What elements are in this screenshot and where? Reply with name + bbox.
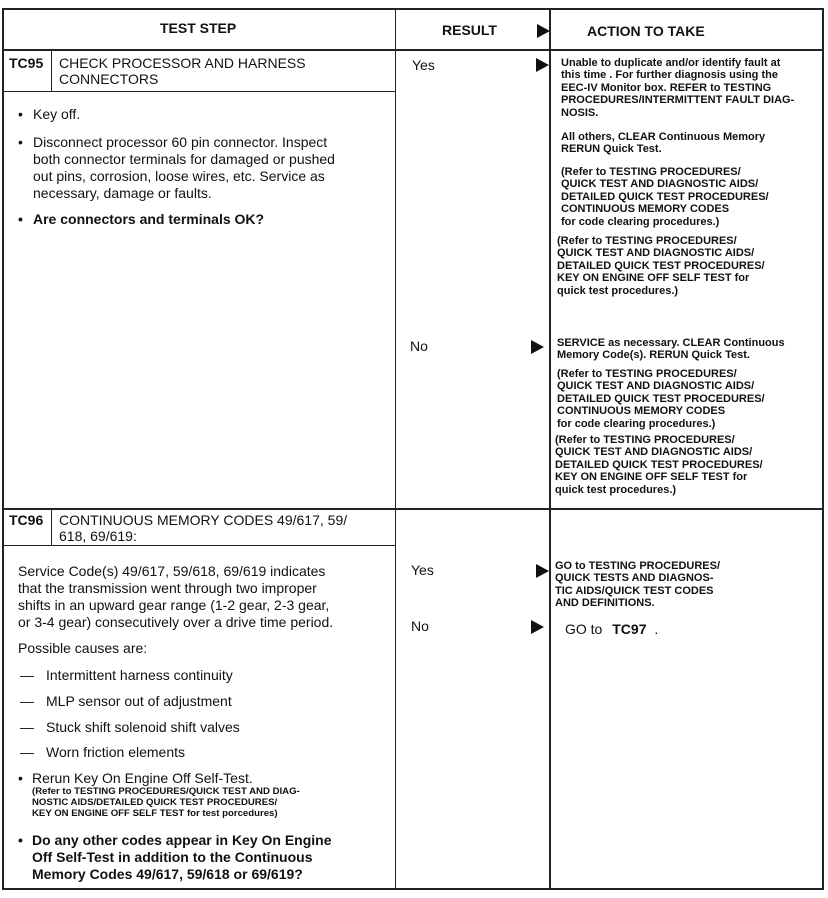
text-line: TIC AIDS/QUICK TEST CODES — [555, 584, 714, 597]
tc96-code-box-divider — [51, 509, 52, 545]
tc95-step2-line2: both connector terminals for damaged or pushed — [33, 151, 335, 167]
text-line: QUICK TEST AND DIAGNOSTIC AIDS/ — [555, 446, 753, 459]
cause-item: MLP sensor out of adjustment — [46, 693, 232, 709]
row-divider-tc96 — [2, 508, 824, 510]
text-line: Memory Code(s). RERUN Quick Test. — [557, 349, 750, 362]
text-line: Memory Codes 49/617, 59/618 or 69/619? — [32, 866, 303, 882]
tc96-action-yes — [555, 560, 720, 610]
cause-item: Worn friction elements — [46, 744, 186, 760]
text-line: DETAILED QUICK TEST PROCEDURES/ — [557, 392, 765, 405]
text-line: CONTINUOUS MEMORY CODES — [557, 405, 726, 418]
tc96-title-line1: CONTINUOUS MEMORY CODES 49/617, 59/ — [59, 512, 348, 528]
text-line: for code clearing procedures.) — [561, 215, 720, 228]
column-divider-left — [395, 8, 396, 888]
text-line: KEY ON ENGINE OFF SELF TEST for test porcedures) — [32, 808, 278, 819]
header-action: ACTION TO TAKE — [587, 23, 705, 39]
text-line: QUICK TEST AND DIAGNOSTIC AIDS/ — [557, 247, 755, 260]
text-line: (Refer to TESTING PROCEDURES/ — [557, 235, 737, 247]
header-result: RESULT — [442, 22, 497, 38]
cause-dash: — — [20, 744, 34, 760]
cause-dash: — — [20, 693, 34, 709]
tc95-result-no: No — [410, 338, 428, 354]
action-target-tc97: TC97 — [612, 621, 647, 637]
text-line: shifts in an upward gear range (1-2 gear, 2-3 gear, — [18, 597, 330, 613]
tc95-no-arrow-icon — [531, 340, 544, 354]
row-divider-tc95-title — [2, 91, 396, 92]
tc96-result-no: No — [411, 618, 429, 634]
tc96-rerun: Rerun Key On Engine Off Self-Test. — [32, 770, 253, 786]
header-test-step: TEST STEP — [160, 20, 237, 36]
text-line: KEY ON ENGINE OFF SELF TEST for — [557, 272, 750, 285]
tc95-action-yes-2 — [561, 131, 765, 156]
row-divider-tc96-title — [2, 545, 396, 546]
tc95-bullet-1: • — [18, 106, 23, 122]
text-line: quick test procedures.) — [557, 284, 679, 297]
tc95-action-no-3 — [555, 434, 763, 496]
tc95-code: TC95 — [9, 55, 44, 71]
text-line: (Refer to TESTING PROCEDURES/ — [561, 166, 741, 178]
tc95-action-yes-4 — [557, 235, 765, 297]
tc95-bullet-3: • — [18, 211, 23, 227]
action-period: . — [654, 621, 659, 637]
tc96-action-no — [565, 621, 658, 637]
text-line: (Refer to TESTING PROCEDURES/ — [557, 368, 737, 380]
tc95-title-line1: CHECK PROCESSOR AND HARNESS — [59, 55, 306, 71]
text-line: EEC-IV Monitor box. REFER to TESTING — [561, 81, 772, 94]
text-line: Unable to duplicate and/or identify fault at — [561, 57, 781, 69]
text-line: quick test procedures.) — [555, 483, 677, 496]
tc95-title-line2: CONNECTORS — [59, 71, 159, 87]
text-line: GO to TESTING PROCEDURES/ — [555, 560, 721, 572]
text-line: QUICK TEST AND DIAGNOSTIC AIDS/ — [561, 178, 759, 191]
table-border-bottom — [2, 888, 824, 890]
action-go-to: GO to — [565, 621, 603, 637]
text-line: SERVICE as necessary. CLEAR Continuous — [557, 337, 785, 349]
text-line: DETAILED QUICK TEST PROCEDURES/ — [561, 190, 769, 203]
text-line: PROCEDURES/INTERMITTENT FAULT DIAG- — [561, 94, 795, 107]
table-border-left — [2, 8, 4, 890]
tc95-step2-line4: necessary, damage or faults. — [33, 185, 212, 201]
text-line: Off Self-Test in addition to the Continuous — [32, 849, 313, 865]
tc96-question — [32, 832, 332, 883]
tc96-bullet-rerun: • — [18, 770, 23, 786]
tc95-action-yes-3 — [561, 166, 769, 228]
tc95-yes-arrow-icon — [536, 58, 549, 72]
tc96-code: TC96 — [9, 512, 44, 528]
tc95-action-no-2 — [557, 368, 765, 430]
tc95-question: Are connectors and terminals OK? — [33, 211, 265, 227]
tc96-rerun-note — [32, 786, 300, 819]
tc96-causes-label: Possible causes are: — [18, 640, 148, 656]
text-line: (Refer to TESTING PROCEDURES/ — [555, 434, 735, 446]
header-arrow-icon — [537, 24, 550, 38]
text-line: DETAILED QUICK TEST PROCEDURES/ — [557, 259, 765, 272]
tc96-intro — [18, 563, 333, 631]
table-border-right — [822, 8, 824, 890]
text-line: DETAILED QUICK TEST PROCEDURES/ — [555, 458, 763, 471]
text-line: QUICK TEST AND DIAGNOSTIC AIDS/ — [557, 380, 755, 393]
table-border-top — [2, 8, 824, 10]
text-line: (Refer to TESTING PROCEDURES/QUICK TEST AND DIAG- — [32, 786, 300, 797]
cause-item: Intermittent harness continuity — [46, 667, 233, 683]
tc96-bullet-question: • — [18, 832, 23, 848]
text-line: RERUN Quick Test. — [561, 143, 662, 156]
cause-dash: — — [20, 667, 34, 683]
cause-item: Stuck shift solenoid shift valves — [46, 719, 240, 735]
text-line: Service Code(s) 49/617, 59/618, 69/619 indicates — [18, 563, 326, 579]
cause-dash: — — [20, 719, 34, 735]
tc96-yes-arrow-icon — [536, 564, 549, 578]
tc95-step2-line1: Disconnect processor 60 pin connector. Inspect — [33, 134, 328, 150]
text-line: NOSTIC AIDS/DETAILED QUICK TEST PROCEDURES/ — [32, 797, 278, 808]
column-divider-right — [549, 8, 551, 888]
tc96-title-line2: 618, 69/619: — [59, 528, 137, 544]
text-line: for code clearing procedures.) — [557, 417, 716, 430]
tc96-result-yes: Yes — [411, 562, 434, 578]
text-line: QUICK TESTS AND DIAGNOS- — [555, 572, 714, 585]
text-line: Do any other codes appear in Key On Engine — [32, 832, 332, 848]
tc96-no-arrow-icon — [531, 620, 544, 634]
text-line: All others, CLEAR Continuous Memory — [561, 131, 766, 143]
header-divider — [2, 49, 824, 51]
text-line: NOSIS. — [561, 106, 599, 119]
text-line: KEY ON ENGINE OFF SELF TEST for — [555, 471, 748, 484]
text-line: that the transmission went through two improper — [18, 580, 317, 596]
tc95-step2-line3: out pins, corrosion, loose wires, etc. Service as — [33, 168, 325, 184]
tc95-action-yes-1 — [561, 57, 794, 119]
text-line: this time . For further diagnosis using the — [561, 69, 778, 82]
tc95-bullet-2: • — [18, 134, 23, 150]
tc95-code-box-divider — [51, 50, 52, 91]
tc95-action-no-1 — [557, 337, 785, 362]
text-line: CONTINUOUS MEMORY CODES — [561, 203, 730, 216]
text-line: or 3-4 gear) consecutively over a drive time period. — [18, 614, 334, 630]
tc95-step1: Key off. — [33, 106, 81, 122]
tc95-result-yes: Yes — [412, 57, 435, 73]
text-line: AND DEFINITIONS. — [555, 597, 655, 610]
